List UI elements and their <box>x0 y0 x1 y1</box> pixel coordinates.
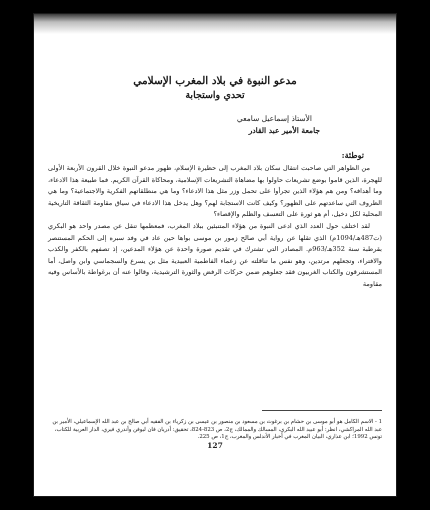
document-page <box>34 14 396 496</box>
section-heading: توطئة: <box>341 150 364 160</box>
paragraph-2: لقد اختلف حول العدد الذي ادعى النبوة من هؤلاء المتنبئين ببلاد المغرب، فمعظمها تنقل عن مصدر واحد هو البكري (ت487هـ/1094م) الذي تقلها عن رواية أبي صالح زمور بن موسى بواها حين عاد في وفد سبره إلى الحكم المستنصر بقرطبة سنة 352هـ/963م. المصادر التي تشترك في تقديم صورة واحدة عن هؤلاء المدعين، إذ تصفهم بالكفر والكذب والافتراء، وتجعلهم مرتدين، وهو نفس ما تناقلته عن زعماء الفاطمية العبيدية مثل بن يسرع والسجماسي وابن واصل، أما المستشرقون والكتاب الغربيون فقد جعلوهم ضمن حركات الرفض والثورة الترشيدية، وقالوا عنه أن برغواطة بالأساس وفيه مقاومة <box>48 221 382 288</box>
page-number: 127 <box>207 441 223 450</box>
footnote-divider <box>262 410 382 411</box>
author-name: الأستاذ إسماعيل سامعي <box>236 114 312 123</box>
paragraph-1: من الظواهر التي صاحبت انتقال سكان بلاد المغرب إلى حظيرة الإسلام، ظهور مدعو النبوة خلال القرون الأربعة الأولى للهجرة، الذين قاموا بوضع تشريعات حاولوا بها مضاهاة التشريعات الإسلامية، ومحاكاة القرآن الكريم. فما طبيعة هذا الادعاء، وما أهدافه؟ ومن هم هؤلاء الذين تجرأوا على تحمل وزر مثل هذا الادعاء؟ وما هي منطلقاتهم الفكرية والاجتماعية؟ وما هي الظروف التي ساعدتهم على الظهور؟ وكيف كانت الاستجابة لهم؟ وهل يدخل هذا الادعاء في سياق مقاومة الثقافة التاريخية المحلية لكل دخيل، أم هو ثورة على التعسف والظلم والإقصاء؟ <box>48 164 382 219</box>
article-body <box>48 74 382 291</box>
author-affiliation: جامعة الأمير عبد القادر <box>248 126 320 135</box>
article-subtitle: تحدي واستجابة <box>185 90 245 101</box>
page-top-shading <box>34 14 396 34</box>
footnote: 1 - الاسم الكامل هو أبو موسى بن حشام بن برغوث بن مسعود بن منصور بن عيسى بن زكرياء بن الفقيه أبي صالح بن عبد الله الإسماعيلي، الأمير بن عبد الله المراكشي، انظر: أبو عبيد الله البكري، المسالك والممالك، ج2، ص 823-824، تحقيق: أدريان فان ليوفن وأندري فيري، الدار العربية للكتاب، تونس 1992؛ ابن عذاري، البيان المغرب في أخبار الأندلس والمغرب، ج1، ص 225. <box>52 419 382 441</box>
article-title: مدعو النبوة في بلاد المغرب الإسلامي <box>133 75 297 87</box>
